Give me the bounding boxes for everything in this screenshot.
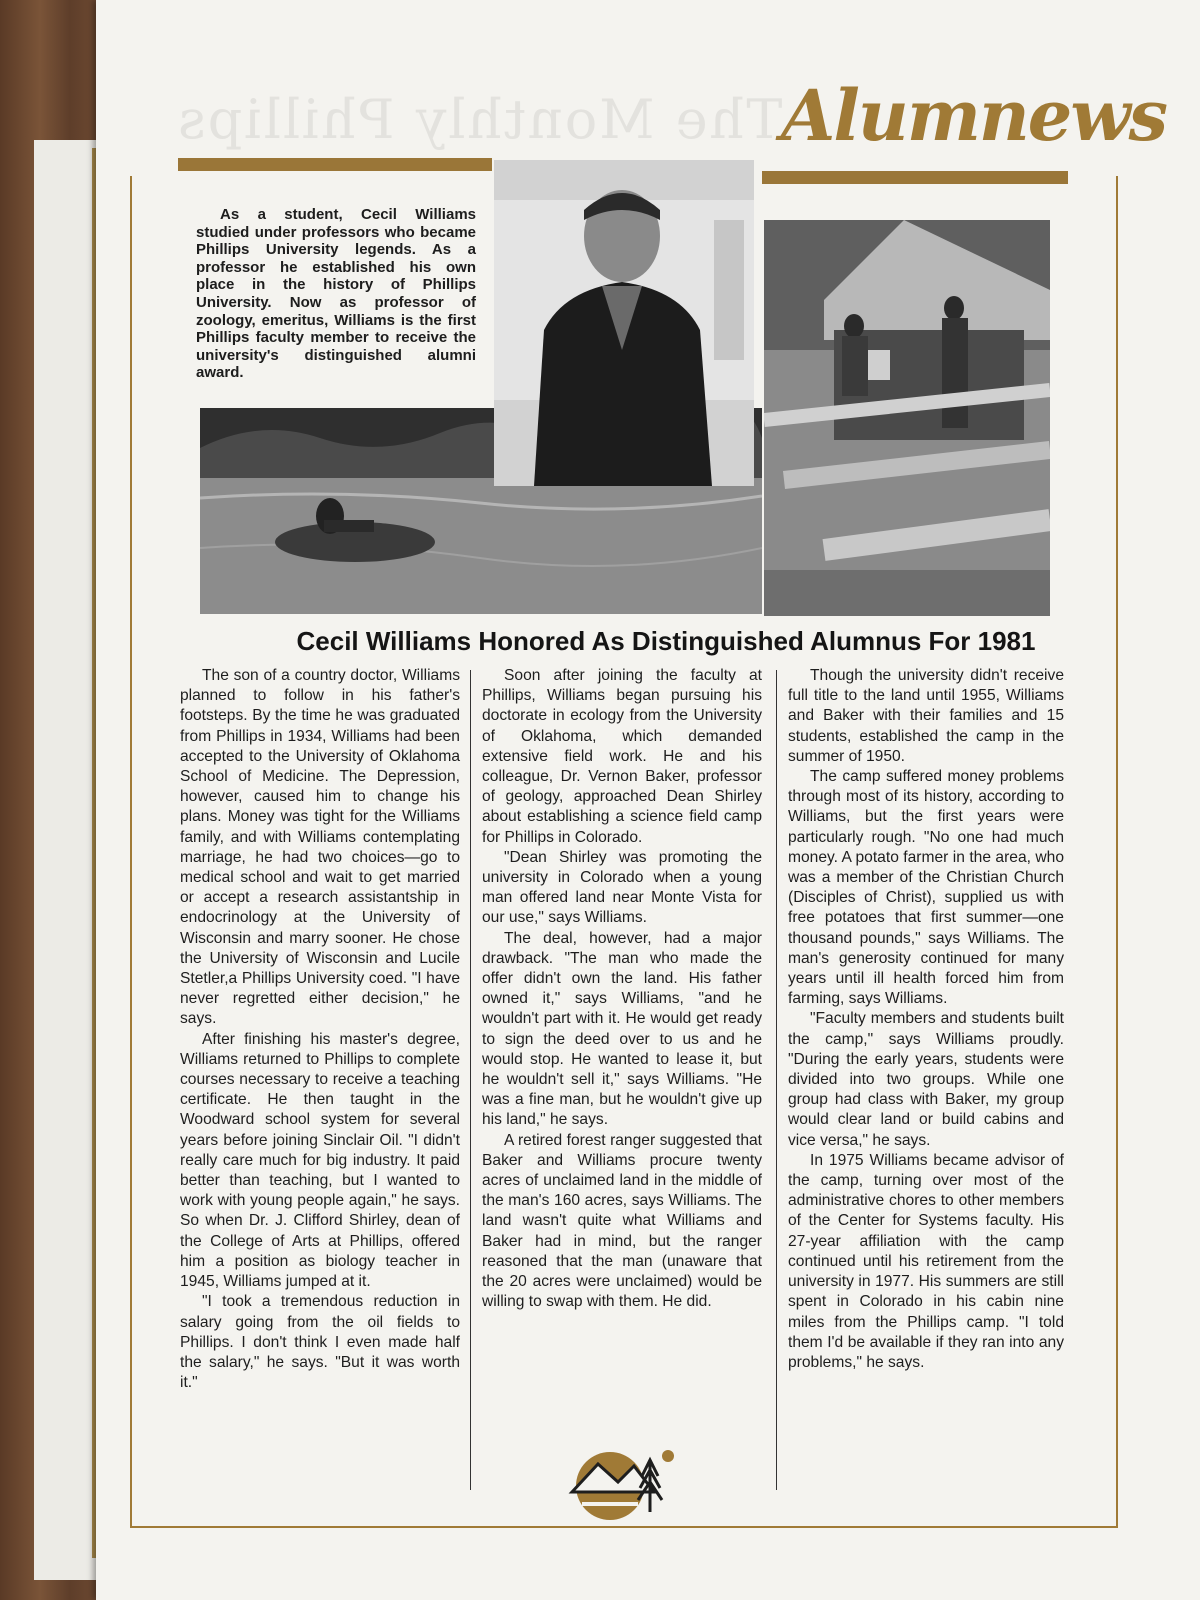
paragraph: The camp suffered money problems through most of its history, according to Williams, but the first years were particularly rough. "No one had much money. A potato farmer in the area, who was a member of the Christian Church (Disciples of Christ), supplied us with free potatoes that first summer—one thousand pounds," says Williams. The man's generosity continued for many years until ill health forced him from farming, says Williams. <box>788 768 1064 1008</box>
article-column-3 <box>788 666 1064 1373</box>
bleed-through-title: The Monthly Phillips <box>176 88 783 151</box>
gold-header-bar-left <box>178 158 492 171</box>
paragraph: "Faculty members and students built the camp," says Williams proudly. "During the early years, students were divided into two groups. While one group had class with Baker, my group would clear land or build cabins and vice versa," he says. <box>788 1010 1064 1149</box>
article-column-2 <box>482 666 762 1313</box>
masthead-title: Alumnews <box>781 74 1166 157</box>
paragraph: "Dean Shirley was promoting the university in Colorado when a young man offered land near Monte Vista for our use," says Williams. <box>482 848 762 927</box>
paragraph: A retired forest ranger suggested that Baker and Williams procure twenty acres of unclaimed land in the middle of the man's 160 acres, says Williams. The land wasn't quite what Williams and Baker had in mind, but the ranger reasoned that the man (unaware that the 20 acres were unclaimed) would be willing to swap with them. He did. <box>482 1131 762 1311</box>
paragraph: After finishing his master's degree, Williams returned to Phillips to complete courses necessary to receive a teaching certificate. He then taught in the Woodward school system for several years before joining Sinclair Oil. "I didn't really care much for big industry. It paid better than teaching, but I wanted to work with young people again," he says. So when Dr. J. Clifford Shirley, dean of the College of Arts at Phillips, offered him a position as biology teacher in 1945, Williams jumped at it. <box>180 1030 460 1291</box>
paragraph: Soon after joining the faculty at Phillips, Williams began pursuing his doctorate in ecology from the University of Oklahoma, which demanded extensive field work. He and his colleague, Dr. Vernon Baker, professor of geology, approached Dean Shirley about establishing a science field camp for Phillips in Colorado. <box>482 667 762 846</box>
paragraph: The deal, however, had a major drawback. "The man who made the offer didn't own the land. His father owned it," says Williams, "and he wouldn't part with it. He would get ready to sign the deed over to us and he would stop. He wanted to lease it, but he wouldn't sell it," says Williams. "He was a fine man, but he wouldn't give up his land," he says. <box>482 929 762 1129</box>
paragraph: In 1975 Williams became advisor of the camp, turning over most of the administrative chores to other members of the Center for Systems faculty. His 27-year affiliation with the camp continued until his retirement from the university in 1977. His summers are still spent in Colorado in his cabin nine miles from the Phillips camp. "I told them I'd be available if they ran into any problems," he says. <box>788 1151 1064 1371</box>
article-headline: Cecil Williams Honored As Distinguished Alumnus For 1981 <box>296 626 1036 656</box>
cabin-photo <box>764 220 1050 616</box>
column-divider <box>776 670 777 1490</box>
portrait-photo <box>494 160 754 486</box>
article-column-1 <box>180 666 460 1393</box>
paragraph: "I took a tremendous reduction in salary going from the oil fields to Phillips. I don't think I even made half the salary," he says. "But it was worth it." <box>180 1293 460 1392</box>
paragraph: Though the university didn't receive full title to the land until 1955, Williams and Baker with their families and 15 students, established the camp in the summer of 1950. <box>788 667 1064 765</box>
intro-summary: As a student, Cecil Williams studied under professors who became Phillips University legends. As a professor he established his own place in the history of Phillips University. Now as professor of zoology, emeritus, Williams is the first Phillips faculty member to receive the university's distinguished alumni award. <box>196 206 476 382</box>
paragraph: The son of a country doctor, Williams planned to follow in his father's footsteps. By the time he was graduated from Phillips in 1934, Williams had been accepted to the University of Oklahoma School of Medicine. The Depression, however, caused him to change his plans. Money was tight for the Williams family, and with Williams contemplating marriage, he had two choices—go to medical school and wait to get married or accept a research assistantship in endocrinology at the University of Wisconsin and marry sooner. He chose the University of Wisconsin and Lucile Stetler,a Phillips University coed. "I have never regretted either decision," he says. <box>180 667 460 1028</box>
column-divider <box>470 670 471 1490</box>
newsletter-page <box>96 0 1200 1600</box>
camp-logo-icon <box>558 1442 678 1526</box>
